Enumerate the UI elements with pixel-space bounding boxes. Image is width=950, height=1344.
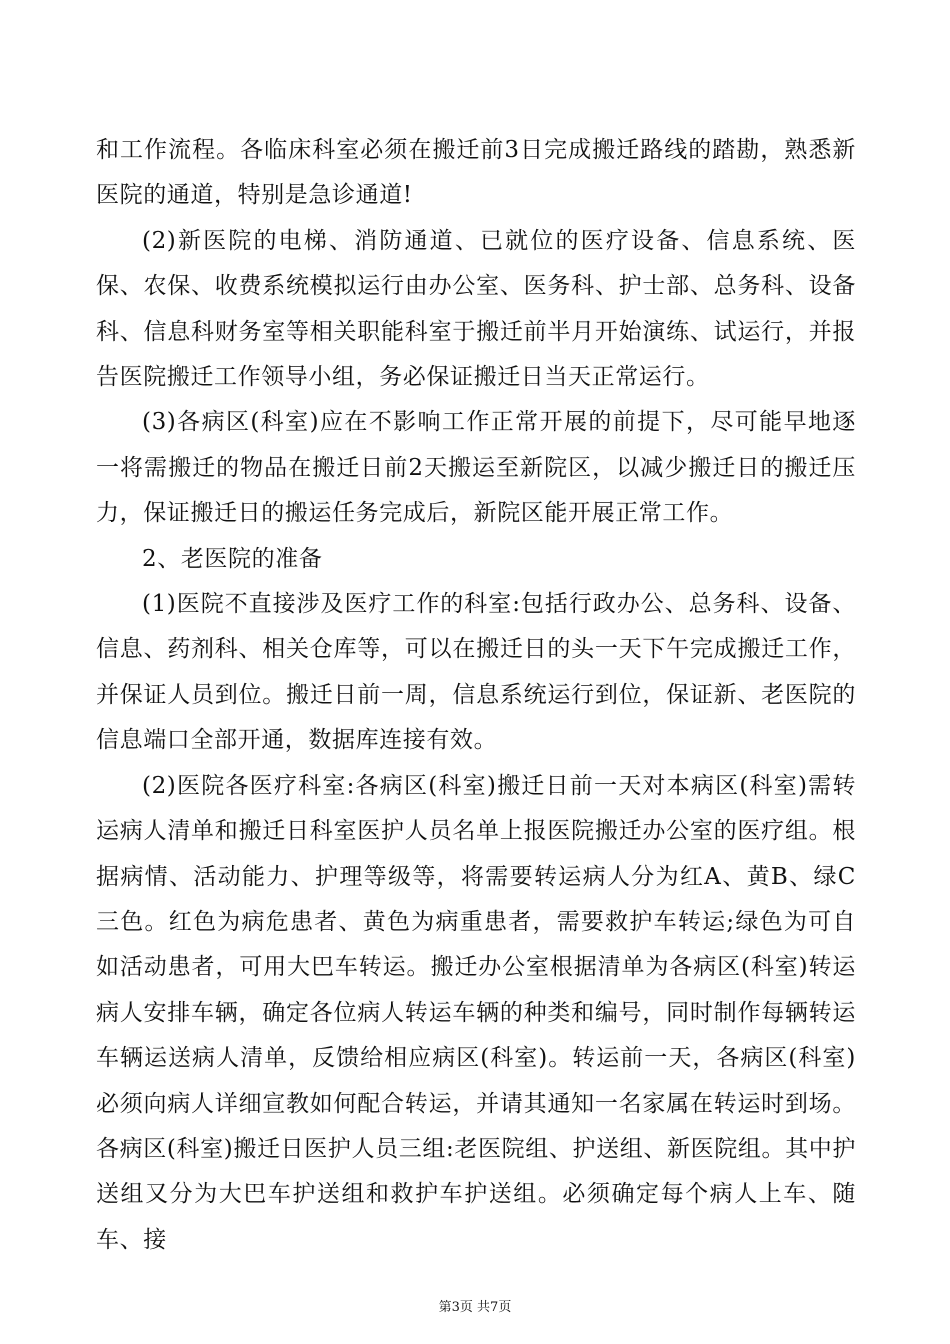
paragraph-continuation: 和工作流程。各临床科室必须在搬迁前3日完成搬迁路线的踏勘，熟悉新医院的通道，特别是急诊通道! bbox=[96, 137, 856, 209]
paragraph-early-moving: (3)各病区(科室)应在不影响工作正常开展的前提下，尽可能早地逐一将需搬迁的物品在搬迁日前2天搬运至新院区，以减少搬迁日的搬迁压力，保证搬迁日的搬运任务完成后，新院区能开展正常工作。 bbox=[96, 409, 856, 527]
paragraph-new-hospital-trial-run: (2)新医院的电梯、消防通道、已就位的医疗设备、信息系统、医保、农保、收费系统模拟运行由办公室、医务科、护士部、总务科、设备科、信息科财务室等相关职能科室于搬迁前半月开始演练、试运行，并报告医院搬迁工作领导小组，务必保证搬迁日当天正常运行。 bbox=[96, 227, 856, 391]
section-heading-old-hospital: 2、老医院的准备 bbox=[142, 545, 323, 572]
paragraph-medical-departments: (2)医院各医疗科室:各病区(科室)搬迁日前一天对本病区(科室)需转运病人清单和搬迁日科室医护人员名单上报医院搬迁办公室的医疗组。根据病情、活动能力、护理等级等，将需要转运病人分为红A、黄B、绿C三色。红色为病危患者、黄色为病重患者，需要救护车转运;绿色为可自如活动患者，可用大巴车转运。搬迁办公室根据清单为各病区(科室)转运病人安排车辆，确定各位病人转运车辆的种类和编号，同时制作每辆转运车辆运送病人清单，反馈给相应病区(科室)。转运前一天，各病区(科室)必须向病人详细宣教如何配合转运，并请其通知一名家属在转运时到场。各病区(科室)搬迁日医护人员三组:老医院组、护送组、新医院组。其中护送组又分为大巴车护送组和救护车护送组。必须确定每个病人上车、随车、接 bbox=[96, 772, 856, 1253]
paragraph-non-medical-departments: (1)医院不直接涉及医疗工作的科室:包括行政办公、总务科、设备、信息、药剂科、相关仓库等，可以在搬迁日的头一天下午完成搬迁工作，并保证人员到位。搬迁日前一周，信息系统运行到位，保证新、老医院的信息端口全部开通，数据库连接有效。 bbox=[96, 591, 856, 754]
page-footer: 第3页 共7页 bbox=[438, 1300, 512, 1315]
document-body bbox=[96, 128, 856, 1263]
